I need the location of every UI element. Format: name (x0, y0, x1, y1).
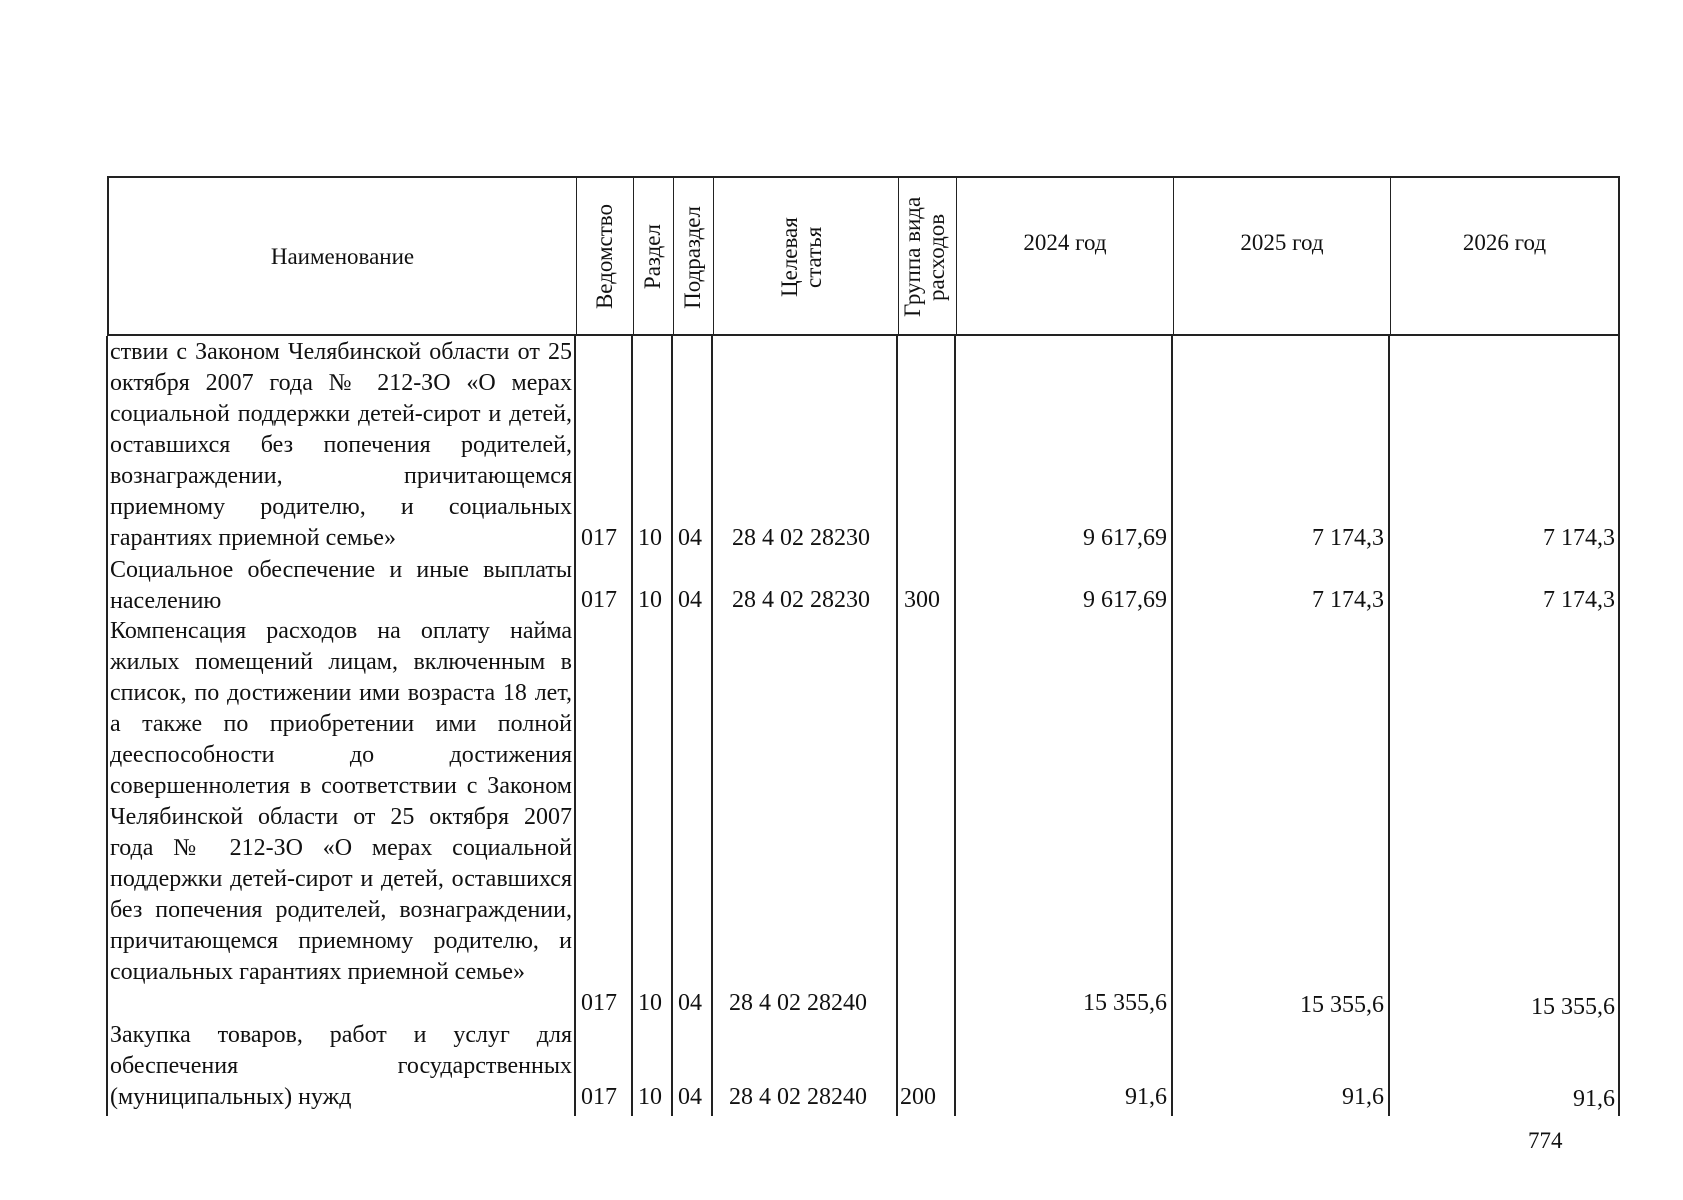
row-podrazdel: 04 (678, 1084, 702, 1110)
header-tselevaya (714, 178, 899, 336)
row-2024: 15 355,6 (1083, 990, 1167, 1016)
table-row (107, 336, 1620, 553)
header-name (109, 178, 577, 336)
row-name: Социальное обеспечение и иные выплаты населению (110, 557, 572, 614)
header-tselevaya-label: Целевая статья (777, 217, 827, 297)
row-2024: 9 617,69 (1083, 525, 1167, 551)
row-razdel: 10 (638, 1084, 662, 1110)
header-2025-label: 2025 год (1240, 230, 1324, 255)
row-2025: 7 174,3 (1312, 525, 1384, 551)
row-tselevaya: 28 4 02 28240 (729, 990, 867, 1016)
header-name-label: Наименование (270, 244, 415, 269)
header-podrazdel (674, 178, 714, 336)
row-2026: 15 355,6 (1531, 994, 1615, 1020)
row-vedomstvo: 017 (581, 990, 617, 1016)
row-gruppa: 200 (900, 1084, 936, 1110)
row-tselevaya: 28 4 02 28230 (732, 587, 870, 613)
row-2026: 91,6 (1573, 1086, 1615, 1112)
row-podrazdel: 04 (678, 587, 702, 613)
row-tselevaya: 28 4 02 28240 (729, 1084, 867, 1110)
row-2026: 7 174,3 (1543, 587, 1615, 613)
row-name: Закупка товаров, работ и услуг для обеспечения государственных (муниципальных) нужд (110, 1022, 572, 1110)
row-tselevaya: 28 4 02 28230 (732, 525, 870, 551)
row-razdel: 10 (638, 587, 662, 613)
row-razdel: 10 (638, 990, 662, 1016)
header-razdel-label: Раздел (640, 224, 666, 290)
header-razdel (634, 178, 674, 336)
table-body (107, 336, 1620, 1116)
row-2025: 15 355,6 (1300, 992, 1384, 1018)
table-row (107, 553, 1620, 615)
header-gruppa (899, 178, 957, 336)
table-row (107, 1020, 1620, 1116)
row-podrazdel: 04 (678, 525, 702, 551)
table-row (107, 616, 1620, 1020)
row-podrazdel: 04 (678, 990, 702, 1016)
row-name: ствии с Законом Челябинской области от 25 октября 2007 года № 212-ЗО «О мерах социальной поддержки детей-сирот и детей, оставшихся без попечения родителей, вознаграждении, причитающемся приемному родителю, и социальных гарантиях приемной семье» (110, 339, 572, 551)
row-2024: 9 617,69 (1083, 587, 1167, 613)
row-name: Компенсация расходов на оплату найма жилых помещений лицам, включенным в список, по достижении ими возраста 18 лет, а также по приобретении ими полной дееспособности до достижения совершеннолетия в соответствии с Законом Челябинской области от 25 октября 2007 года № 212-ЗО «О мерах социальной поддержки детей-сирот и детей, оставшихся без попечения родителей, вознаграждении, причитающемся приемному родителю, и социальных гарантиях приемной семье» (110, 618, 572, 985)
header-2025 (1174, 178, 1391, 336)
header-2026 (1391, 178, 1618, 336)
row-vedomstvo: 017 (581, 587, 617, 613)
header-2026-label: 2026 год (1462, 230, 1547, 255)
header-vedomstvo-label: Ведомство (591, 204, 617, 310)
header-podrazdel-label: Подраздел (680, 205, 706, 309)
row-vedomstvo: 017 (581, 1084, 617, 1110)
row-2026: 7 174,3 (1543, 525, 1615, 551)
header-vedomstvo (577, 178, 634, 336)
row-razdel: 10 (638, 525, 662, 551)
row-2025: 91,6 (1342, 1084, 1384, 1110)
row-2025: 7 174,3 (1312, 587, 1384, 613)
page-number: 774 (1528, 1128, 1563, 1153)
header-gruppa-label: Группа вида расходов (899, 196, 949, 318)
row-2024: 91,6 (1125, 1084, 1167, 1110)
table-header (107, 176, 1620, 336)
row-gruppa: 300 (904, 587, 940, 613)
header-2024 (957, 178, 1174, 336)
row-vedomstvo: 017 (581, 525, 617, 551)
header-2024-label: 2024 год (1023, 230, 1107, 255)
